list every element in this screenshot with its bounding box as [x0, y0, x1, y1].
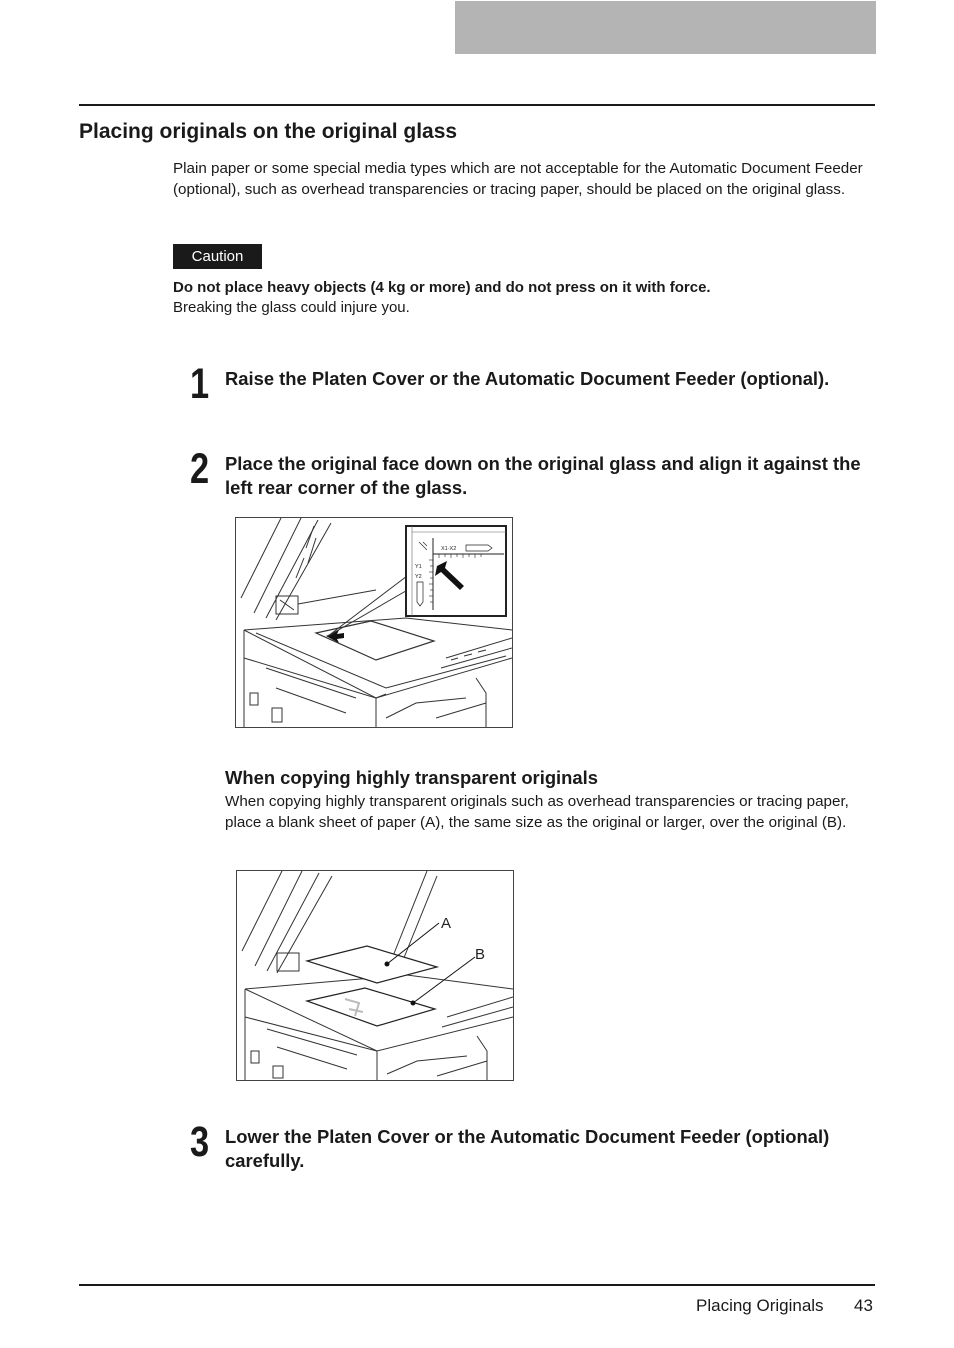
blank-sheet-a	[307, 946, 437, 983]
label-a: A	[441, 915, 452, 932]
header-bar	[455, 1, 876, 54]
step-2-number: 2	[190, 445, 210, 493]
step-1-number: 1	[190, 360, 210, 408]
section-title: Placing originals on the original glass	[79, 120, 458, 143]
tip-title: When copying highly transparent originals	[225, 767, 598, 788]
caution-warning: Do not place heavy objects (4 kg or more) and do not press on it with force.	[173, 279, 711, 296]
step-2-text: Place the original face down on the original glass and align it against the left rear corner of the glass.	[225, 453, 861, 498]
original-sheet	[316, 621, 434, 660]
step-1-text: Raise the Platen Cover or the Automatic Document Feeder (optional).	[225, 368, 830, 389]
step-3-text: Lower the Platen Cover or the Automatic Document Feeder (optional) carefully.	[225, 1126, 830, 1171]
figure-original-placement	[235, 517, 513, 728]
corner-inset	[406, 526, 506, 616]
page-number: 43	[854, 1296, 873, 1315]
copier-illustration	[236, 518, 512, 727]
tip-paragraph: When copying highly transparent originals such as overhead transparencies or tracing paper, place a blank sheet of paper (A), the same size as the original or larger, over the original (B).	[225, 793, 849, 831]
caution-badge: Caution	[173, 244, 262, 269]
footer-rule	[79, 1284, 875, 1286]
footer-section-label: Placing Originals	[696, 1296, 824, 1315]
scale-y1-label: Y1	[415, 564, 422, 570]
label-b: B	[475, 946, 486, 963]
intro-paragraph: Plain paper or some special media types which are not acceptable for the Automatic Document Feeder (optional), such as overhead transparencies or tracing paper, should be placed on the original glass.	[173, 160, 863, 198]
caution-detail: Breaking the glass could injure you.	[173, 299, 410, 316]
scale-x-label: X1·X2	[441, 546, 457, 552]
figure-transparent-originals	[236, 870, 514, 1081]
top-rule	[79, 104, 875, 106]
scale-y2-label: Y2	[415, 574, 422, 580]
original-sheet-b	[307, 988, 435, 1026]
step-3-number: 3	[190, 1118, 210, 1166]
copier-illustration-2	[237, 871, 513, 1080]
